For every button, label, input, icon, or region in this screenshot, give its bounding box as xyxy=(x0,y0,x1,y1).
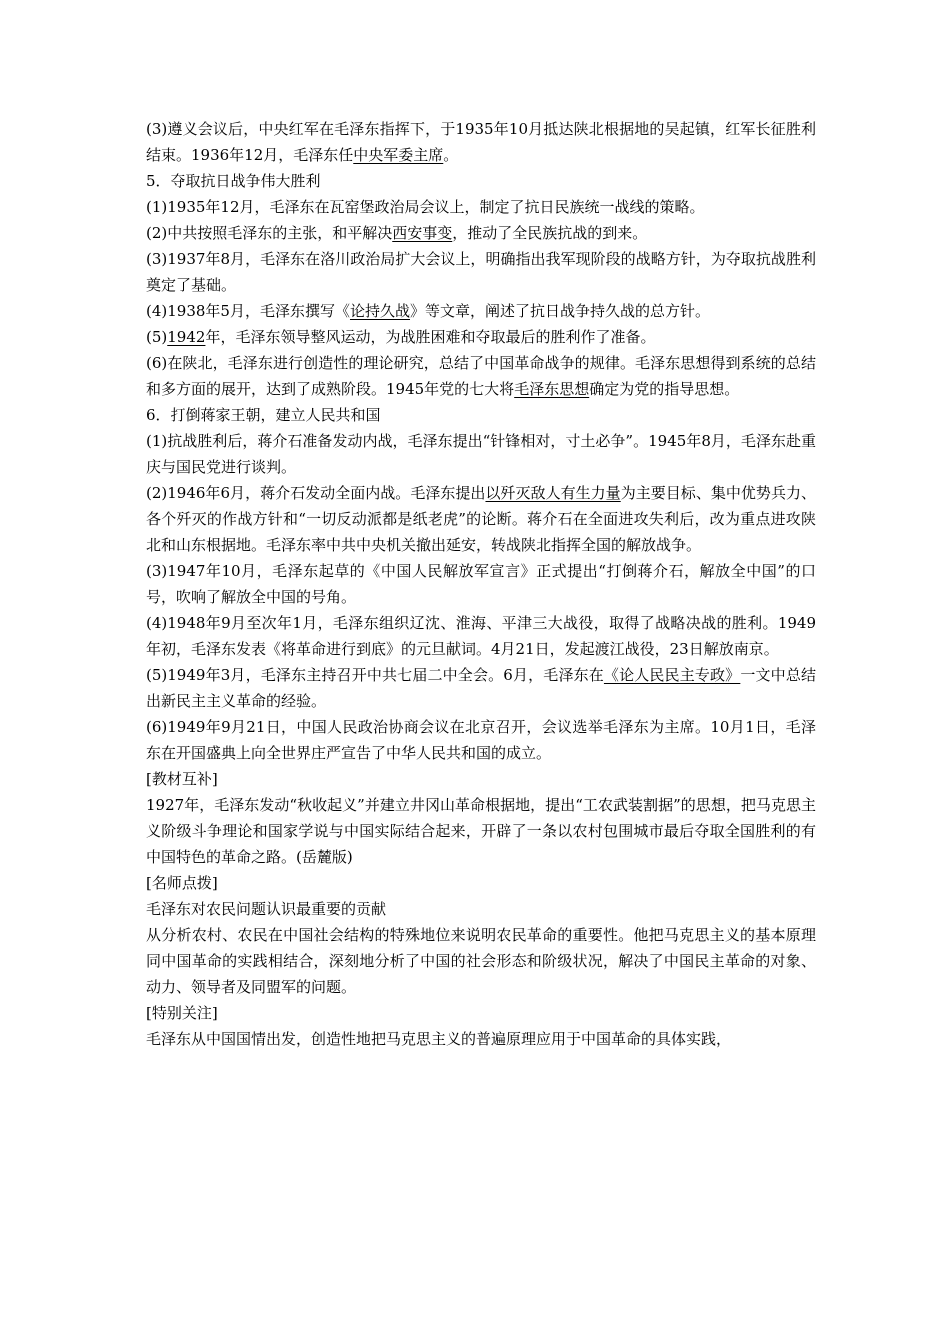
text: (5) xyxy=(146,328,168,346)
section-6-heading: 6．打倒蒋家王朝，建立人民共和国 xyxy=(146,406,381,424)
text: 为主要目标、集中优势兵力、各个歼灭的作战方针和“一切反动派都是纸老虎”的论断。蒋介石在全面进攻失利后，改为重点进攻陕北和山东根据地。毛泽东率中共中央机关撤出延安，转战陕北指挥全国的解放战争。 xyxy=(146,484,816,554)
section-5-heading: 5．夺取抗日战争伟大胜利 xyxy=(146,172,321,190)
text: ，推动了全民族抗战的到来。 xyxy=(452,224,648,242)
document-body xyxy=(146,116,816,1052)
para-5-4 xyxy=(146,298,816,324)
text: 》等文章，阐述了抗日战争持久战的总方针。 xyxy=(409,302,710,320)
para-6-4: (4)1948年9月至次年1月，毛泽东组织辽沈、淮海、平津三大战役，取得了战略决战的胜利。1949年初，毛泽东发表《将革命进行到底》的元旦献词。4月21日，发起渡江战役，23日解放南京。 xyxy=(146,614,816,658)
para-6-6: (6)1949年9月21日，中国人民政治协商会议在北京召开，会议选举毛泽东为主席。10月1日，毛泽东在开国盛典上向全世界庄严宣告了中华人民共和国的成立。 xyxy=(146,718,816,762)
para-5-1: (1)1935年12月，毛泽东在瓦窑堡政治局会议上，制定了抗日民族统一战线的策略。 xyxy=(146,198,705,216)
underlined-answer: 西安事变 xyxy=(392,224,453,242)
text: (4)1938年5月，毛泽东撰写《 xyxy=(146,302,350,320)
supplement-heading: [教材互补] xyxy=(146,770,218,788)
supplement-text: 1927年，毛泽东发动“秋收起义”并建立井冈山革命根据地，提出“工农武装割据”的思想，把马克思主义阶级斗争理论和国家学说与中国实际结合起来，开辟了一条以农村包围城市最后夺取全国胜利的有中国特色的革命之路。(岳麓版) xyxy=(146,796,816,866)
tips-text: 从分析农村、农民在中国社会结构的特殊地位来说明农民革命的重要性。他把马克思主义的基本原理同中国革命的实践相结合，深刻地分析了中国的社会形态和阶级状况，解决了中国民主革命的对象、动力、领导者及同盟军的问题。 xyxy=(146,926,816,996)
text: 。 xyxy=(443,146,459,164)
text: (2)1946年6月，蒋介石发动全面内战。毛泽东提出 xyxy=(146,484,486,502)
text: (5)1949年3月，毛泽东主持召开中共七届二中全会。6月，毛泽东在 xyxy=(146,666,604,684)
text: 确定为党的指导思想。 xyxy=(589,380,740,398)
para-6-1: (1)抗战胜利后，蒋介石准备发动内战，毛泽东提出“针锋相对，寸土必争”。1945年8月，毛泽东赴重庆与国民党进行谈判。 xyxy=(146,432,816,476)
text: (2)中共按照毛泽东的主张，和平解决 xyxy=(146,224,393,242)
text: 年，毛泽东领导整风运动，为战胜困难和夺取最后的胜利作了准备。 xyxy=(205,328,656,346)
underlined-answer: 毛泽东思想 xyxy=(514,380,590,398)
tips-heading: [名师点拨] xyxy=(146,874,218,892)
attention-heading: [特别关注] xyxy=(146,1004,218,1022)
text: (3)遵义会议后，中央红军在毛泽东指挥下，于1935年10月抵达陕北根据地的吴起镇，红军长征胜利结束。1936年12月，毛泽东任 xyxy=(146,120,816,164)
underlined-answer: 《论人民民主专政》 xyxy=(603,666,741,684)
para-5-3: (3)1937年8月，毛泽东在洛川政治局扩大会议上，明确指出我军现阶段的战略方针，为夺取抗战胜利奠定了基础。 xyxy=(146,250,816,294)
para-6-2 xyxy=(146,480,816,558)
text: (6)在陕北，毛泽东进行创造性的理论研究，总结了中国革命战争的规律。毛泽东思想得到系统的总结和多方面的展开，达到了成熟阶段。1945年党的七大将 xyxy=(146,354,816,398)
para-6-3: (3)1947年10月，毛泽东起草的《中国人民解放军宣言》正式提出“打倒蒋介石，解放全中国”的口号，吹响了解放全中国的号角。 xyxy=(146,562,816,606)
underlined-answer: 论持久战 xyxy=(349,302,410,320)
para-4-3 xyxy=(146,116,816,168)
tips-subheading: 毛泽东对农民问题认识最重要的贡献 xyxy=(146,900,387,918)
para-5-6 xyxy=(146,350,816,402)
attention-text: 毛泽东从中国国情出发，创造性地把马克思主义的普遍原理应用于中国革命的具体实践， xyxy=(146,1030,732,1048)
underlined-answer: 以歼灭敌人有生力量 xyxy=(485,484,621,502)
para-5-2 xyxy=(146,220,816,246)
underlined-answer: 中央军委主席 xyxy=(353,146,444,164)
underlined-answer: 1942 xyxy=(167,328,206,346)
para-6-5 xyxy=(146,662,816,714)
text: 一文中总结出新民主主义革命的经验。 xyxy=(146,666,816,710)
para-5-5 xyxy=(146,324,816,350)
